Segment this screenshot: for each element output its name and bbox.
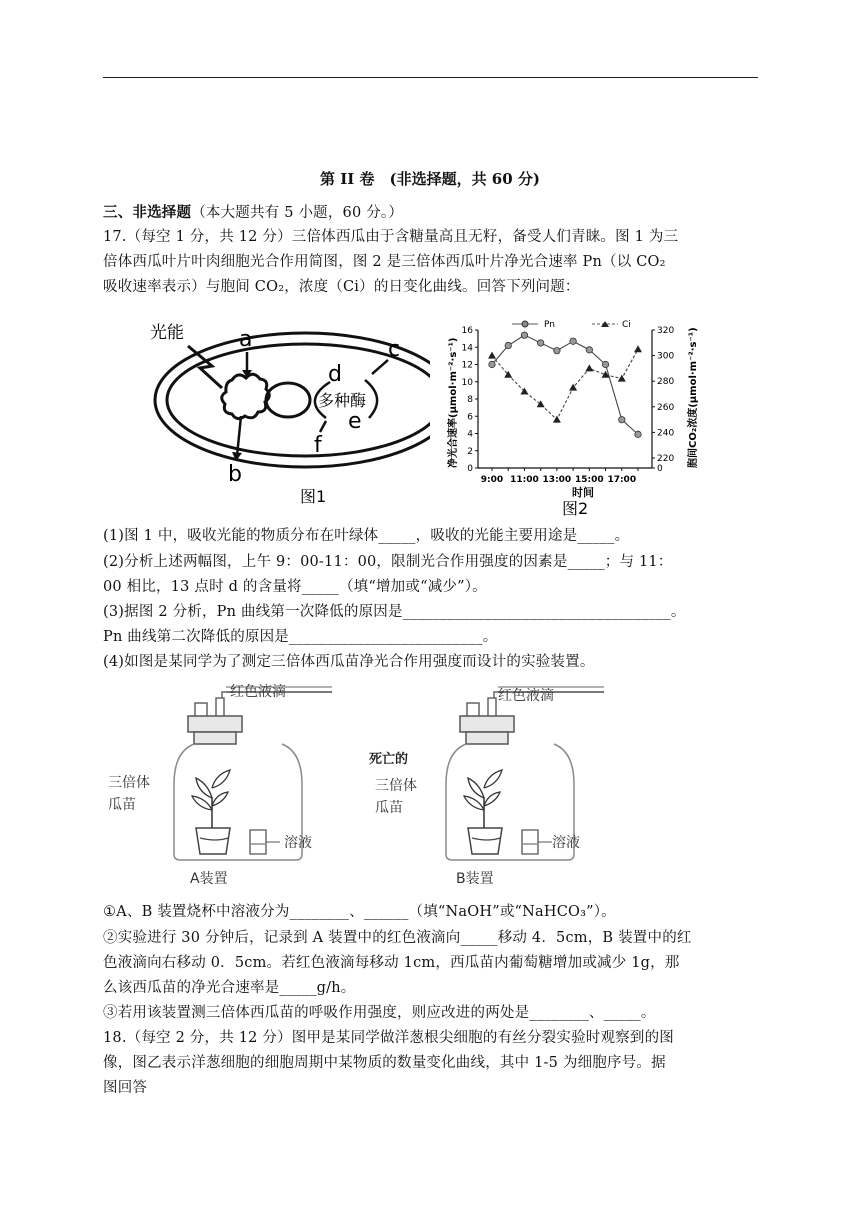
figure-2-chart [438, 318, 713, 518]
y-left-tick-label: 12 [461, 360, 473, 371]
x-tick-label: 11:00 [510, 475, 539, 485]
point-pn [537, 340, 543, 346]
grana-thylakoid [222, 374, 270, 418]
point-pn [635, 431, 641, 437]
y-right-tick-label: 300 [657, 351, 675, 362]
q18-line-1: 18.（每空 2 分，共 12 分）图甲是某同学做洋葱根尖细胞的有丝分裂实验时观察到的图 [103, 1030, 674, 1046]
point-ci [537, 400, 545, 407]
q17-c2-c: 么该西瓜苗的净光合速率是_____g/h。 [103, 980, 356, 996]
point-ci [634, 345, 642, 352]
y-left-tick-label: 8 [467, 395, 473, 405]
x-tick-label: 13:00 [542, 475, 572, 485]
plant-label-b-1: 三倍体 [375, 778, 417, 794]
droplet-label-a: 红色液滴 [230, 684, 286, 700]
point-pn [619, 417, 625, 423]
point-pn [489, 361, 495, 367]
q17-intro-2: 倍体西瓜叶片叶肉细胞光合作用简图，图 2 是三倍体西瓜叶片净光合速率 Pn（以 CO₂ [103, 254, 666, 270]
figure-2-caption: 图2 [562, 499, 589, 518]
y-left-tick-label: 10 [461, 377, 473, 388]
legend-text-ci: Ci [622, 320, 631, 330]
q17-c2-a: ②实验进行 30 分钟后，记录到 A 装置中的红色液滴向_____移动 4．5cm，B 装置中的红 [103, 930, 692, 946]
figure-1-diagram [140, 318, 430, 518]
label-f: f [314, 433, 322, 458]
dead-label: 死亡的 [369, 752, 409, 767]
plant-label-a-2: 瓜苗 [108, 797, 136, 813]
y-right-tick-label: 260 [657, 402, 675, 413]
y-axis-right-label: 胞间CO₂浓度(μmol·m⁻²·s⁻¹) [688, 327, 699, 468]
plant-label-a-1: 三倍体 [108, 775, 150, 791]
label-a: a [239, 327, 253, 352]
y-left-tick-label: 6 [467, 412, 473, 423]
stroma-compartment [266, 383, 310, 417]
label-c: c [388, 337, 401, 362]
x-tick-label: 15:00 [575, 475, 604, 485]
q17-c3: ③若用该装置测三倍体西瓜苗的呼吸作用强度，则应改进的两处是________、_____。 [103, 1005, 656, 1021]
point-ci [520, 387, 528, 394]
series-line-ci [492, 349, 638, 419]
apparatus-b-caption: B装置 [456, 871, 494, 887]
q17-sub3-b: Pn 曲线第二次降低的原因是__________________________。 [103, 629, 498, 645]
y-right-tick-label: 320 [657, 326, 675, 336]
point-pn [505, 342, 511, 348]
series-line-pn [492, 335, 638, 434]
q17-sub1: (1)图 1 中，吸收光能的物质分布在叶绿体_____，吸收的光能主要用途是_____。 [103, 528, 630, 544]
y-left-tick-label: 16 [461, 326, 473, 336]
top-rule [103, 77, 758, 78]
point-pn [570, 338, 576, 344]
y-right-tick-label: 240 [657, 428, 675, 439]
x-axis-label: 时间 [572, 486, 594, 499]
q18-line-3: 图回答 [103, 1080, 148, 1096]
y-axis-left-label: 净光合速率(μmol·m⁻²·s⁻¹) [448, 337, 459, 468]
q17-intro-1: 17.（每空 1 分，共 12 分）三倍体西瓜由于含糖量高且无籽，备受人们青睐。图 1 为三 [103, 229, 679, 245]
q17-sub2-b: 00 相比，13 点时 d 的含量将_____（填“增加或“减少”）。 [103, 579, 487, 595]
q17-intro-3: 吸收速率表示）与胞间 CO₂，浓度（Ci）的日变化曲线。回答下列问题： [103, 279, 580, 295]
section-title: 第 II 卷 (非选择题，共 60 分) [320, 170, 540, 188]
y-left-tick-label: 14 [461, 343, 473, 354]
apparatus-a-caption: A装置 [190, 871, 228, 887]
point-pn [554, 348, 560, 354]
legend-marker-pn [522, 321, 528, 327]
q17-sub3-a: (3)据图 2 分析，Pn 曲线第一次降低的原因是____________________________________。 [103, 604, 686, 620]
point-pn [586, 347, 592, 353]
y-right-tick-label: 280 [657, 377, 675, 388]
label-b: b [228, 462, 242, 487]
q17-sub2-a: (2)分析上述两幅图，上午 9：00-11：00，限制光合作用强度的因素是_____；与 11： [103, 554, 673, 570]
enzyme-label: 多种酶 [318, 391, 367, 410]
x-tick-label: 17:00 [607, 475, 637, 485]
y-left-tick-label: 0 [467, 464, 473, 474]
q17-c1: ①A、B 装置烧杯中溶液分为________、______（填“NaOH”或“NaHCO₃”）。 [103, 904, 616, 920]
part3-note: （本大题共有 5 小题，60 分。） [191, 205, 404, 221]
y-right-tick-label: 220 [657, 454, 675, 464]
legend-text-pn: Pn [544, 320, 555, 330]
cycle-arrow-right [365, 380, 377, 418]
part3-heading: 三、非选择题 [103, 204, 192, 221]
label-d: d [328, 362, 342, 387]
point-ci [618, 375, 626, 382]
q17-c2-b: 色液滴向右移动 0．5cm。若红色液滴每移动 1cm，西瓜苗内葡萄糖增加或减少 1g，那 [103, 955, 680, 971]
y-right-tick-label: 0 [657, 464, 663, 474]
apparatus-b-jar [446, 687, 604, 860]
light-energy-label: 光能 [150, 323, 184, 343]
y-left-tick-label: 4 [467, 429, 473, 440]
plant-label-b-2: 瓜苗 [375, 800, 403, 816]
q17-sub4: (4)如图是某同学为了测定三倍体西瓜苗净光合作用强度而设计的实验装置。 [103, 654, 595, 670]
point-pn [521, 332, 527, 338]
point-ci [585, 364, 593, 371]
x-tick-label: 9:00 [480, 475, 504, 485]
part3-heading-line [103, 200, 760, 226]
solution-label-a: 溶液 [284, 835, 312, 851]
point-pn [602, 361, 608, 367]
point-ci [488, 352, 496, 359]
y-left-tick-label: 2 [467, 446, 473, 457]
solution-label-b: 溶液 [552, 835, 580, 851]
label-e: e [348, 409, 362, 434]
q18-line-2: 像，图乙表示洋葱细胞的细胞周期中某物质的数量变化曲线，其中 1-5 为细胞序号。据 [103, 1055, 666, 1071]
figure-1-caption: 图1 [300, 487, 327, 506]
droplet-label-b: 红色液滴 [498, 688, 554, 704]
apparatus-figure [100, 678, 620, 893]
